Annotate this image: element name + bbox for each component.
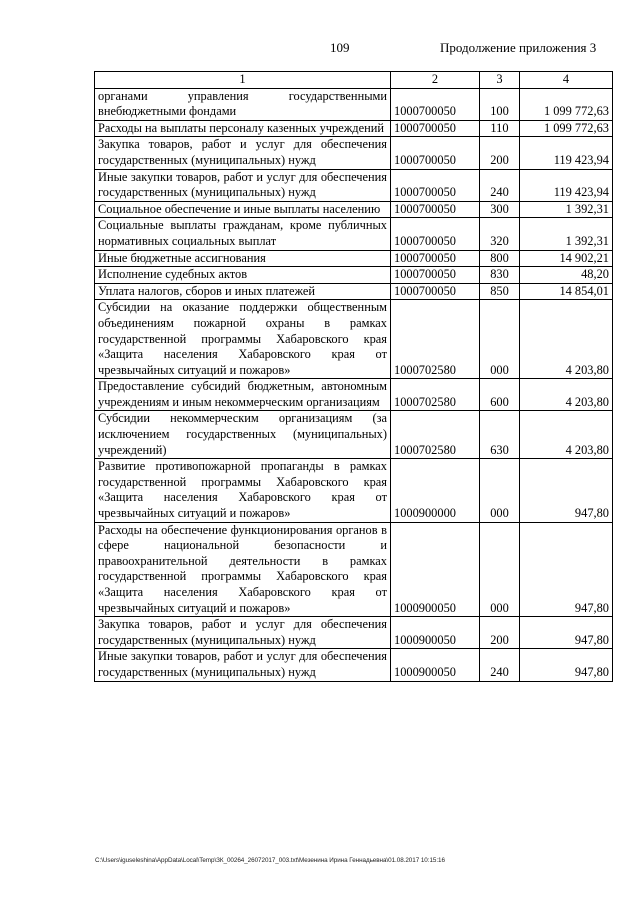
expense-type-code-cell: 830 [480,267,520,284]
amount-cell: 947,80 [520,459,613,522]
expense-type-code-cell: 000 [480,522,520,617]
table-row [95,218,613,250]
amount-cell: 4 203,80 [520,411,613,459]
table-row [95,283,613,300]
expense-type-code-cell: 800 [480,250,520,267]
expense-name-cell: Социальное обеспечение и иные выплаты населению [95,201,391,218]
amount-cell: 947,80 [520,522,613,617]
target-article-code-cell: 1000702580 [391,300,480,379]
expense-name-cell: Иные бюджетные ассигнования [95,250,391,267]
amount-cell: 4 203,80 [520,300,613,379]
target-article-code-cell: 1000700050 [391,88,480,120]
table-row [95,649,613,681]
target-article-code-cell: 1000700050 [391,283,480,300]
expense-type-code-cell: 600 [480,379,520,411]
amount-cell: 119 423,94 [520,169,613,201]
expense-name-cell: Социальные выплаты гражданам, кроме публичных нормативных социальных выплат [95,218,391,250]
budget-table [94,71,613,682]
table-row [95,137,613,169]
expense-type-code-cell: 240 [480,169,520,201]
expense-type-code-cell: 320 [480,218,520,250]
expense-type-code-cell: 200 [480,137,520,169]
amount-cell: 48,20 [520,267,613,284]
table-row [95,120,613,137]
expense-type-code-cell: 000 [480,459,520,522]
amount-cell: 1 392,31 [520,218,613,250]
expense-type-code-cell: 110 [480,120,520,137]
continuation-caption: Продолжение приложения 3 [440,40,597,55]
expense-type-code-cell: 630 [480,411,520,459]
table-row [95,617,613,649]
target-article-code-cell: 1000702580 [391,411,480,459]
table-row [95,250,613,267]
target-article-code-cell: 1000700050 [391,201,480,218]
expense-name-cell: органами управления государственными внебюджетными фондами [95,88,391,120]
expense-name-cell: Расходы на выплаты персоналу казенных учреждений [95,120,391,137]
amount-cell: 4 203,80 [520,379,613,411]
amount-cell: 14 854,01 [520,283,613,300]
expense-name-cell: Иные закупки товаров, работ и услуг для обеспечения государственных (муниципальных) нужд [95,169,391,201]
table-row [95,459,613,522]
amount-cell: 119 423,94 [520,137,613,169]
expense-type-code-cell: 100 [480,88,520,120]
target-article-code-cell: 1000700050 [391,169,480,201]
target-article-code-cell: 1000700050 [391,137,480,169]
file-path-footer: C:\Users\iguseleshina\AppData\Local\Temp\ЗК_00264_26072017_003.txt\Мезенина Ирина Геннадьевна\01.08.2017 10:15:16 [95,857,445,864]
amount-cell: 947,80 [520,617,613,649]
table-row [95,522,613,617]
expense-name-cell: Иные закупки товаров, работ и услуг для обеспечения государственных (муниципальных) нужд [95,649,391,681]
table-row [95,169,613,201]
page-number: 109 [330,40,350,55]
table-row [95,379,613,411]
expense-name-cell: Развитие противопожарной пропаганды в рамках государственной программы Хабаровского края «Защита населения Хабаровского края от чрезвычайных ситуаций и пожаров» [95,459,391,522]
table-row [95,201,613,218]
expense-type-code-cell: 240 [480,649,520,681]
table-row [95,88,613,120]
table-row [95,300,613,379]
expense-name-cell: Исполнение судебных актов [95,267,391,284]
expense-name-cell: Уплата налогов, сборов и иных платежей [95,283,391,300]
column-header: 1 [95,72,391,89]
table-row [95,267,613,284]
column-header: 2 [391,72,480,89]
table-row [95,411,613,459]
column-header: 4 [520,72,613,89]
expense-name-cell: Субсидии некоммерческим организациям (за исключением государственных (муниципальных) учреждений) [95,411,391,459]
amount-cell: 1 099 772,63 [520,88,613,120]
target-article-code-cell: 1000700050 [391,218,480,250]
expense-name-cell: Закупка товаров, работ и услуг для обеспечения государственных (муниципальных) нужд [95,137,391,169]
target-article-code-cell: 1000702580 [391,379,480,411]
column-header: 3 [480,72,520,89]
table-header-row [95,72,613,89]
target-article-code-cell: 1000700050 [391,267,480,284]
target-article-code-cell: 1000700050 [391,250,480,267]
expense-name-cell: Предоставление субсидий бюджетным, автономным учреждениям и иным некоммерческим организациям [95,379,391,411]
expense-type-code-cell: 300 [480,201,520,218]
amount-cell: 1 099 772,63 [520,120,613,137]
expense-type-code-cell: 000 [480,300,520,379]
expense-name-cell: Расходы на обеспечение функционирования органов в сфере национальной безопасности и правоохранительной деятельности в рамках государственной программы Хабаровского края «Защита населения Хабаровского края от чрезвычайных ситуаций и пожаров» [95,522,391,617]
expense-name-cell: Закупка товаров, работ и услуг для обеспечения государственных (муниципальных) нужд [95,617,391,649]
target-article-code-cell: 1000900050 [391,649,480,681]
target-article-code-cell: 1000700050 [391,120,480,137]
target-article-code-cell: 1000900000 [391,459,480,522]
amount-cell: 14 902,21 [520,250,613,267]
amount-cell: 947,80 [520,649,613,681]
expense-name-cell: Субсидии на оказание поддержки общественным объединениям пожарной охраны в рамках государственной программы Хабаровского края «Защита населения Хабаровского края от чрезвычайных ситуаций и пожаров» [95,300,391,379]
target-article-code-cell: 1000900050 [391,522,480,617]
expense-type-code-cell: 200 [480,617,520,649]
expense-type-code-cell: 850 [480,283,520,300]
target-article-code-cell: 1000900050 [391,617,480,649]
amount-cell: 1 392,31 [520,201,613,218]
